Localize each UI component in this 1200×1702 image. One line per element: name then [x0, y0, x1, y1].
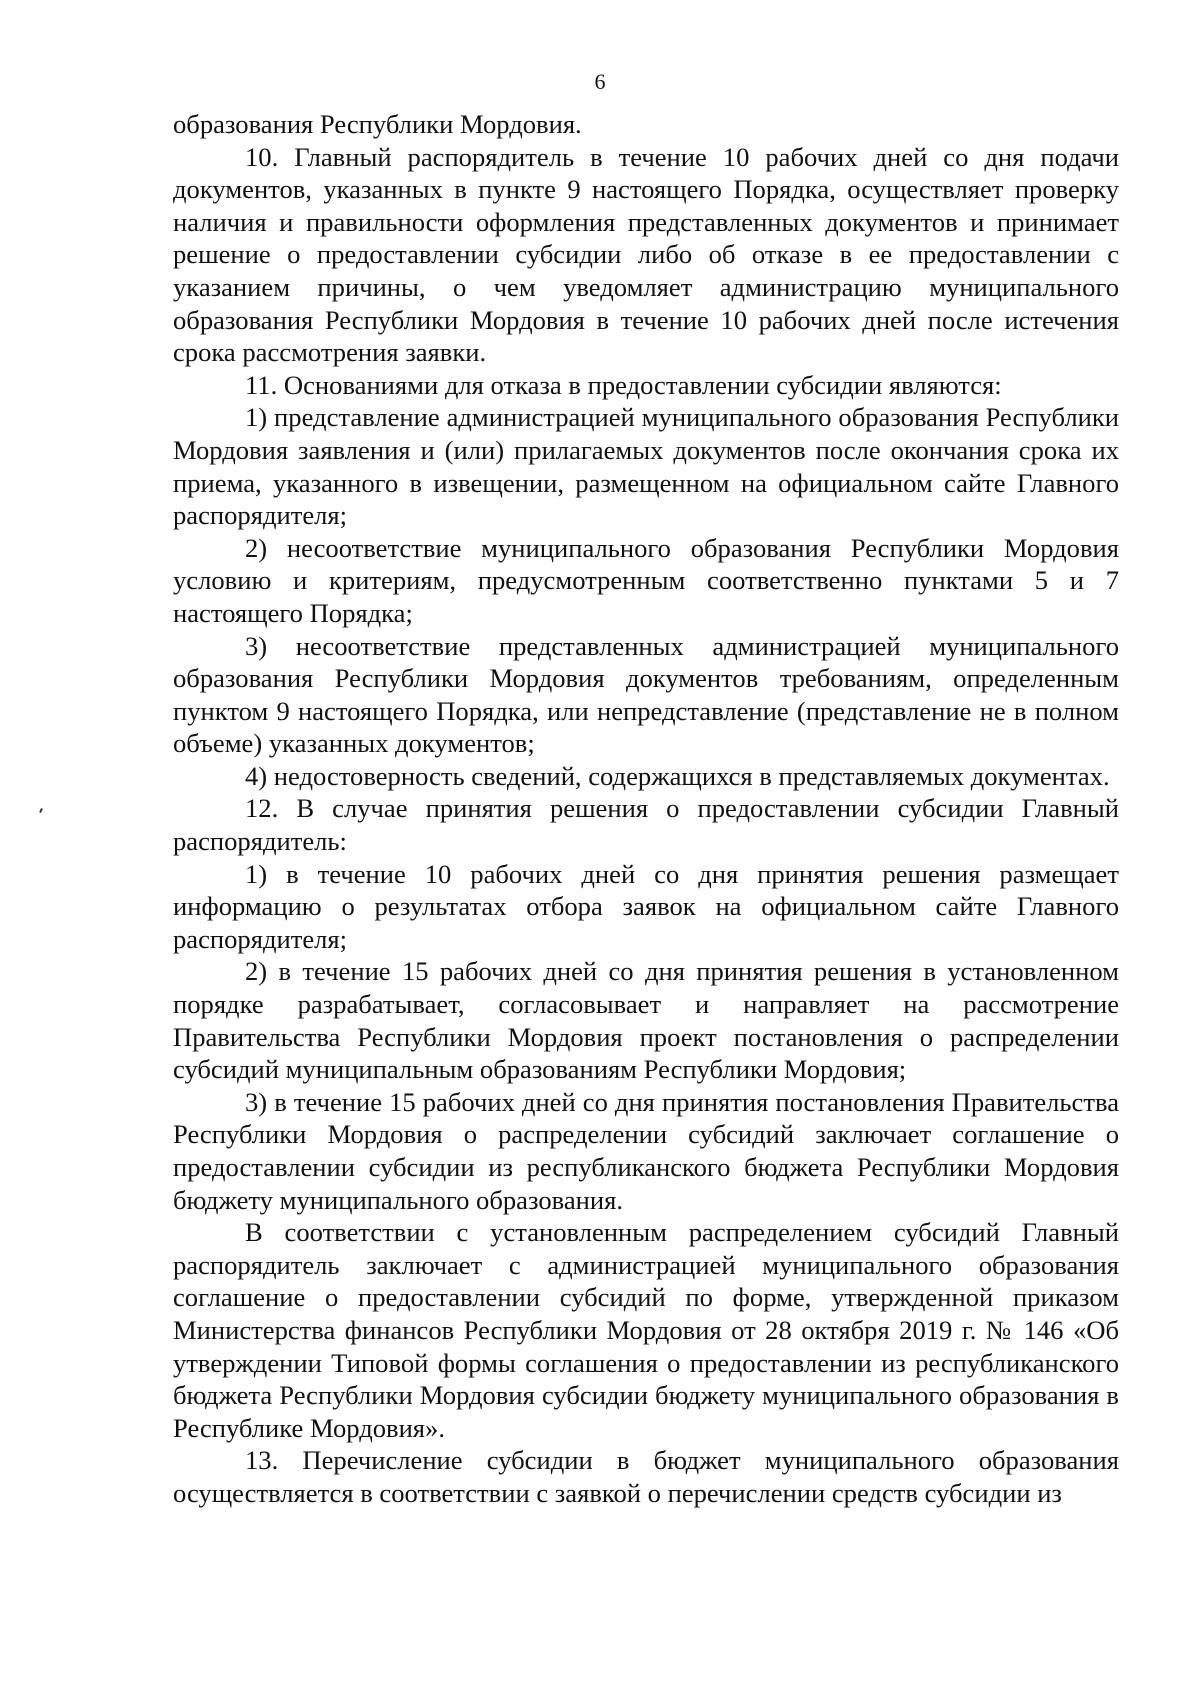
paragraph-item-13: 13. Перечисление субсидии в бюджет муниципального образования осуществляется в соответствии с заявкой о перечислении средств субсидии из	[173, 1445, 1119, 1508]
paragraph-item-11-4: 4) недостоверность сведений, содержащихся в представляемых документах.	[245, 760, 1110, 791]
paragraph-item-12-2: 2) в течение 15 рабочих дней со дня принятия решения в установленном порядке разрабатывает, согласовывает и направляет на рассмотрение Правительства Республики Мордовия проект постановления о распределении субсидий муниципальным образованиям Республики Мордовия;	[173, 956, 1119, 1085]
paragraph-item-10: 10. Главный распорядитель в течение 10 рабочих дней со дня подачи документов, указанных в пункте 9 настоящего Порядка, осуществляет проверку наличия и правильности оформления представленных документов и принимает решение о предоставлении субсидии либо об отказе в ее предоставлении с указанием причины, о чем уведомляет администрацию муниципального образования Республики Мордовия в течение 10 рабочих дней после истечения срока рассмотрения заявки.	[173, 141, 1119, 368]
paragraph-item-12: 12. В случае принятия решения о предоставлении субсидии Главный распорядитель:	[173, 793, 1119, 857]
paragraph-item-11-2: 2) несоответствие муниципального образования Республики Мордовия условию и критериям, предусмотренным соответственно пунктами 5 и 7 настоящего Порядка;	[173, 532, 1119, 628]
document-body	[173, 108, 1119, 1510]
paragraph-item-11: 11. Основаниями для отказа в предоставлении субсидии являются:	[245, 369, 1002, 400]
paragraph-item-12-3: 3) в течение 15 рабочих дней со дня принятия постановления Правительства Республики Мордовия о распределении субсидий заключает соглашение о предоставлении субсидии из республиканского бюджета Республики Мордовия бюджету муниципального образования.	[173, 1086, 1119, 1215]
paragraph-continuation: образования Республики Мордовия.	[173, 109, 582, 139]
paragraph-item-11-3: 3) несоответствие представленных администрацией муниципального образования Республики Мордовия документов требованиям, определенным пунктом 9 настоящего Порядка, или непредставление (представление не в полном объеме) указанных документов;	[173, 630, 1119, 759]
paragraph-agreement: В соответствии с установленным распределением субсидий Главный распорядитель заключает с администрацией муниципального образования соглашение о предоставлении субсидий по форме, утвержденной приказом Министерства финансов Республики Мордовия от 28 октября 2019 г. № 146 «Об утверждении Типовой формы соглашения о предоставлении из республиканского бюджета Республики Мордовия субсидии бюджету муниципального образования в Республике Мордовия».	[173, 1217, 1119, 1443]
paragraph-item-11-1: 1) представление администрацией муниципального образования Республики Мордовия заявления и (или) прилагаемых документов после окончания срока их приема, указанного в извещении, размещенном на официальном сайте Главного распорядителя;	[173, 402, 1119, 531]
page-number: 6	[594, 69, 606, 94]
scan-speck	[39, 808, 43, 813]
paragraph-item-12-1: 1) в течение 10 рабочих дней со дня принятия решения размещает информацию о результатах отбора заявок на официальном сайте Главного распорядителя;	[173, 858, 1119, 954]
